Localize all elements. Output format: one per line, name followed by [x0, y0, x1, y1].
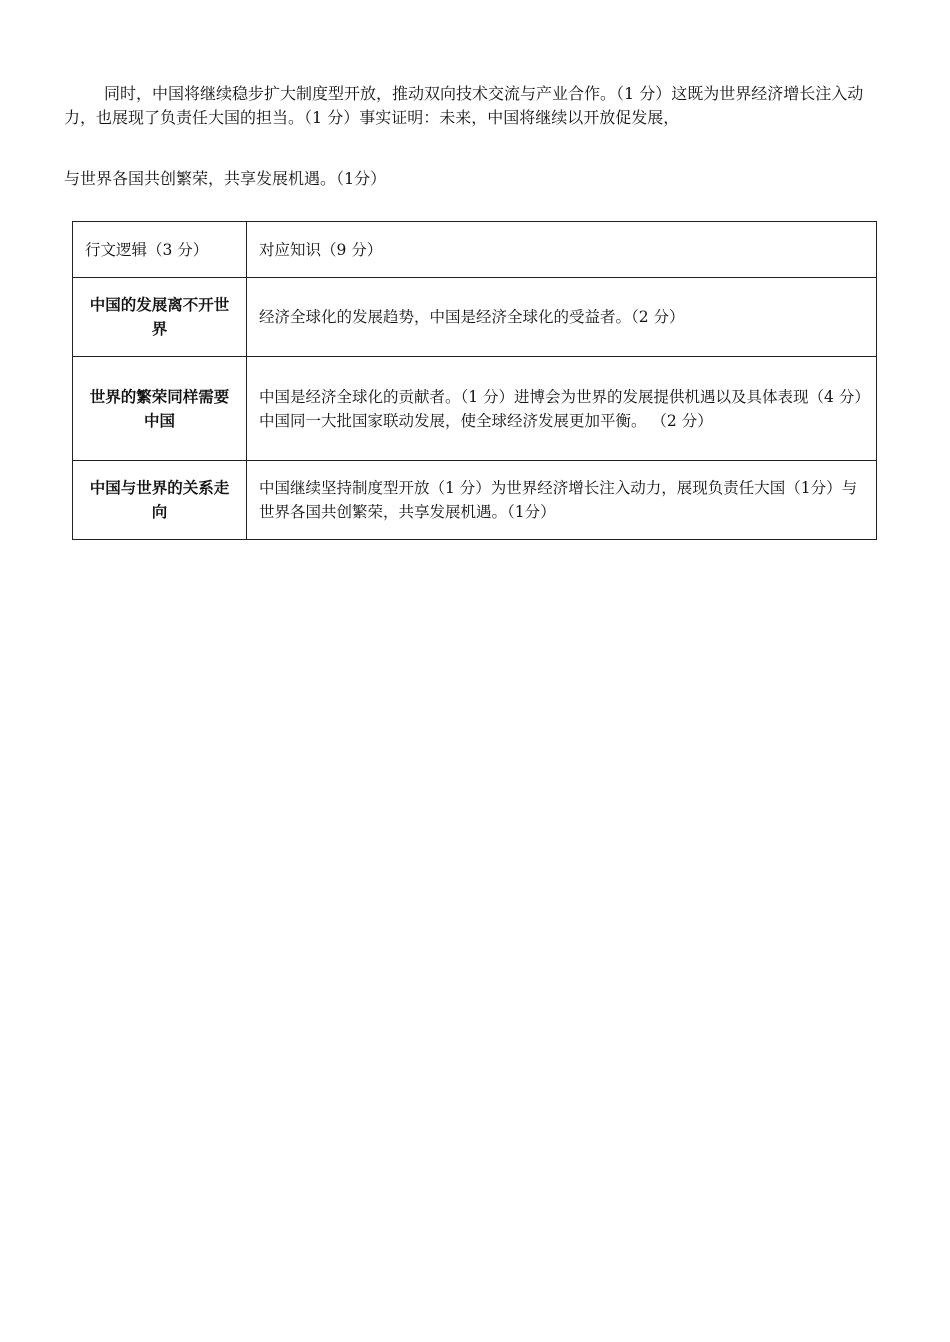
- table-row: [73, 357, 877, 461]
- row-logic: 中国与世界的关系走向: [73, 461, 247, 540]
- row-knowledge: 中国继续坚持制度型开放（1 分）为世界经济增长注入动力，展现负责任大国（1分）与世界各国共创繁荣，共享发展机遇。（1分）: [247, 461, 877, 540]
- table-row: [73, 461, 877, 540]
- row-knowledge: 中国是经济全球化的贡献者。（1 分）进博会为世界的发展提供机遇以及具体表现（4 分）中国同一大批国家联动发展，使全球经济发展更加平衡。 （2 分）: [247, 357, 877, 461]
- answer-paragraph-1: 同时，中国将继续稳步扩大制度型开放，推动双向技术交流与产业合作。（1 分）这既为世界经济增长注入动力，也展现了负责任大国的担当。（1 分）事实证明：未来，中国将继续以开放促发展，: [64, 84, 864, 127]
- table-row: [73, 278, 877, 357]
- scoring-table: [72, 221, 877, 540]
- row-logic: 世界的繁荣同样需要中国: [73, 357, 247, 461]
- row-knowledge: 经济全球化的发展趋势，中国是经济全球化的受益者。（2 分）: [247, 278, 877, 357]
- header-knowledge: 对应知识（9 分）: [247, 222, 877, 278]
- header-logic: 行文逻辑（3 分）: [73, 222, 247, 278]
- table-header-row: [73, 222, 877, 278]
- answer-paragraph-2: 与世界各国共创繁荣，共享发展机遇。（1分）: [64, 169, 387, 188]
- row-logic: 中国的发展离不开世界: [73, 278, 247, 357]
